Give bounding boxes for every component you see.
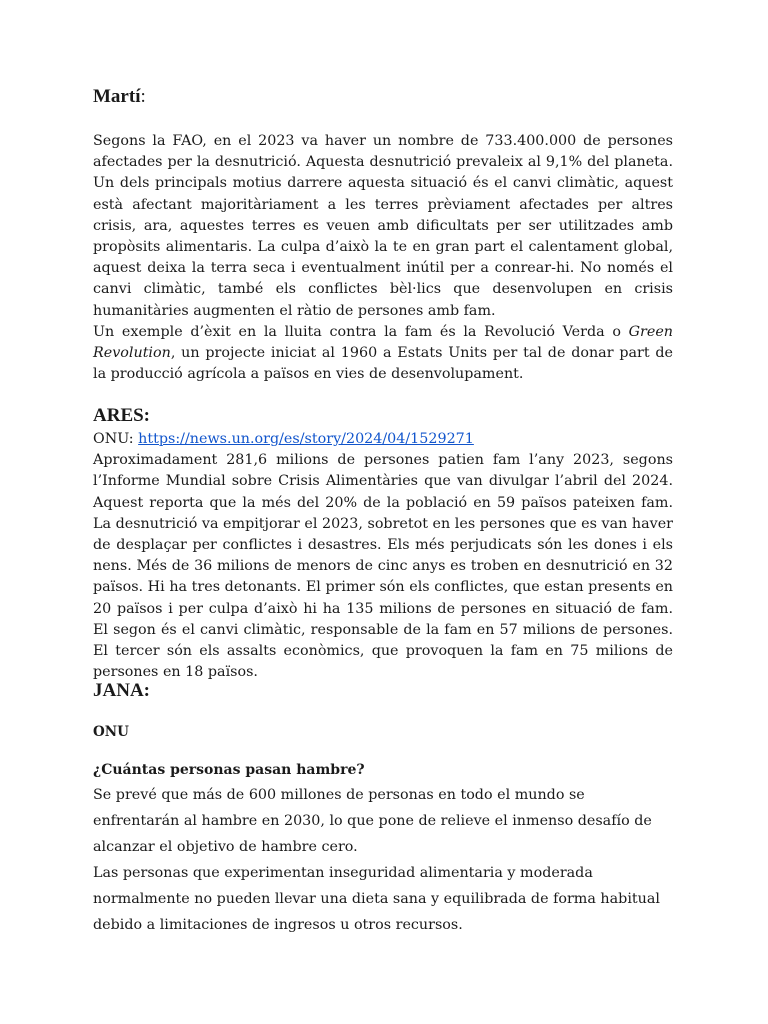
section-marti [93,86,673,108]
jana-paragraph-2: Las personas que experimentan inseguridad alimentaria y moderada normalmente no pueden llevar una dieta sana y equilibrada de forma habitual debido a limitaciones de ingresos u otros recursos. [93,865,660,933]
jana-question: ¿Cuántas personas pasan hambre? [93,762,365,778]
jana-question-wrap [93,762,673,778]
ares-source-line: ONU: https://news.un.org/es/story/2024/04/1529271 [93,431,474,447]
green-revolution-term: Green Revolution [93,323,673,362]
ares-paragraph: Aproximadament 281,6 milions de persones patien fam l’any 2023, segons l’Informe Mundial sobre Crisis Alimentàries que van divulgar l’abril del 2024. Aquest reporta que la més del 20% de la població en 59 països pateixen fam. La desnutrició va empitjorar el 2023, sobretot en les persones que es van haver de desplaçar per conflictes i desastres. Els més perjudicats són les dones i els nens. Més de 36 milions de menors de cinc anys es troben en desnutrició en 32 països. Hi ha tres detonants. El primer són els conflictes, que estan presents en 20 països i per culpa d’això hi ha 135 milions de persones en situació de fam. El segon és el canvi climàtic, responsable de la fam en 57 milions de persones. El tercer són els assalts econòmics, que provoquen la fam en 75 milions de persones en 18 països. [93,452,673,681]
heading-jana: JANA: [93,680,150,701]
marti-paragraph-1: Segons la FAO, en el 2023 va haver un nombre de 733.400.000 de persones afectades per la desnutrició. Aquesta desnutrició prevaleix al 9,1% del planeta. Un dels principals motius darrere aquesta situació és el canvi climàtic, aquest està afectant majoritàriament a les terres prèviament afectades per altres crisis, ara, aquestes terres es veuen amb dificultats per ser utilitzades amb propòsits alimentaris. La culpa d’això la te en gran part el calentament global, aquest deixa la terra seca i eventualment inútil per a conrear-hi. No només el canvi climàtic, també els conflictes bèl·lics que desenvolupen en crisis humanitàries augmenten el ràtio de persones amb fam. [93,133,673,319]
jana-source-wrap [93,724,673,740]
jana-body [93,782,673,938]
heading-ares: ARES: [93,405,151,426]
jana-paragraph-1: Se prevé que más de 600 millones de personas en todo el mundo se enfrentarán al hambre en 2030, lo que pone de relieve el inmenso desafío de alcanzar el objetivo de hambre cero. [93,787,652,855]
ares-source-link[interactable]: https://news.un.org/es/story/2024/04/1529271 [138,431,474,447]
section-ares [93,405,673,427]
ares-body [93,429,673,683]
heading-marti: Martí: [93,86,146,107]
section-jana [93,680,673,702]
marti-paragraph-1-wrap [93,131,673,385]
jana-source: ONU [93,724,129,740]
marti-paragraph-2: Un exemple d’èxit en la lluita contra la fam és la Revolució Verda o Green Revolution, un projecte iniciat al 1960 a Estats Units per tal de donar part de la producció agrícola a països en vies de desenvolupament. [93,323,673,383]
